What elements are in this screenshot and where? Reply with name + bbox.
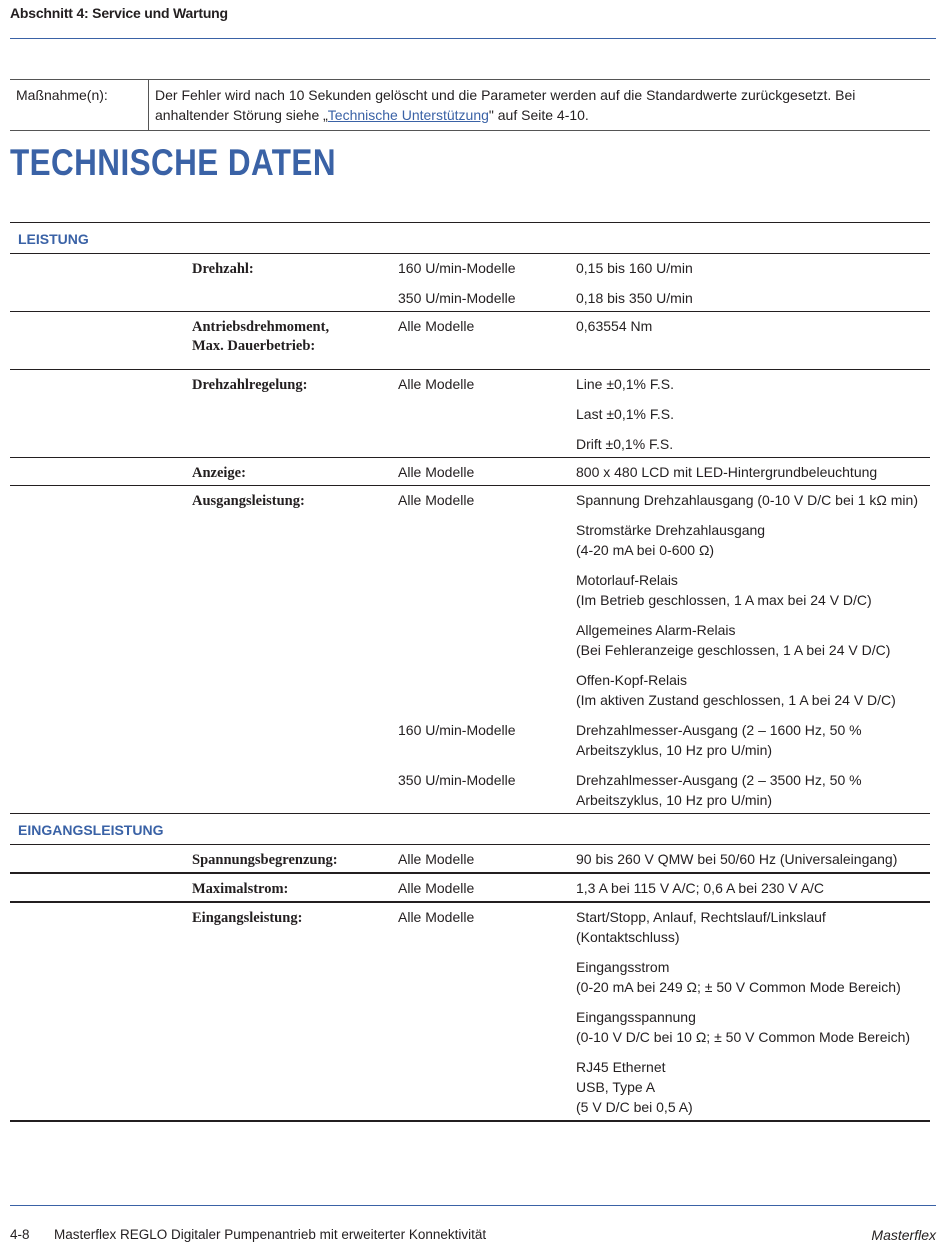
spec-value: 0,15 bis 160 U/min	[576, 260, 693, 276]
spec-line	[10, 288, 930, 308]
spec-model	[398, 620, 576, 670]
spec-line	[10, 849, 930, 869]
spec-value: 90 bis 260 V QMW bei 50/60 Hz (Universaleingang)	[576, 851, 898, 867]
spec-model	[398, 670, 576, 720]
spec-line	[10, 404, 930, 434]
spec-line	[10, 620, 930, 670]
spec-model: 160 U/min-Modelle	[398, 722, 516, 738]
spec-group-heading: EINGANGSLEISTUNG	[10, 813, 930, 845]
spec-row	[10, 901, 930, 1120]
spec-value: Line ±0,1% F.S.	[576, 376, 674, 392]
spec-value: Eingangsspannung (0-10 V D/C bei 10 Ω; ± 50 V Common Mode Bereich)	[576, 1009, 911, 1045]
spec-name: Ausgangsleistung:	[192, 493, 305, 509]
header-rule	[10, 38, 936, 39]
spec-value: Drehzahlmesser-Ausgang (2 – 1600 Hz, 50 % Arbeitszyklus, 10 Hz pro U/min)	[576, 722, 862, 758]
spec-model	[398, 434, 576, 454]
spec-row	[10, 457, 930, 485]
spec-model: Alle Modelle	[398, 851, 475, 867]
spec-name: Anzeige:	[192, 465, 246, 481]
spec-line	[10, 770, 930, 810]
spec-value: Drehzahlmesser-Ausgang (2 – 3500 Hz, 50 % Arbeitszyklus, 10 Hz pro U/min)	[576, 772, 862, 808]
spec-model: Alle Modelle	[398, 880, 475, 896]
spec-row	[10, 845, 930, 872]
spec-value: Offen-Kopf-Relais (Im aktiven Zustand geschlossen, 1 A bei 24 V D/C)	[576, 672, 896, 708]
spec-model	[398, 404, 576, 434]
spec-model: Alle Modelle	[398, 464, 475, 480]
spec-name: Antriebsdrehmoment, Max. Dauerbetrieb:	[192, 319, 330, 354]
spec-value: Start/Stopp, Anlauf, Rechtslauf/Linkslauf (Kontaktschluss)	[576, 909, 826, 945]
spec-value: 0,18 bis 350 U/min	[576, 290, 693, 306]
footer-document-title: Masterflex REGLO Digitaler Pumpenantrieb mit erweiterter Konnektivität	[54, 1227, 487, 1242]
spec-value: RJ45 Ethernet USB, Type A (5 V D/C bei 0,5 A)	[576, 1059, 693, 1115]
spec-name: Drehzahl:	[192, 261, 254, 277]
spec-row	[10, 485, 930, 813]
spec-row	[10, 369, 930, 457]
spec-line	[10, 1057, 930, 1117]
spec-line	[10, 374, 930, 404]
spec-model	[398, 520, 576, 570]
spec-value: 1,3 A bei 115 V A/C; 0,6 A bei 230 V A/C	[576, 880, 825, 896]
spec-line	[10, 520, 930, 570]
spec-line	[10, 720, 930, 770]
measure-table	[10, 79, 930, 131]
spec-value: Spannung Drehzahlausgang (0-10 V D/C bei 1 kΩ min)	[576, 492, 918, 508]
spec-line	[10, 258, 930, 288]
spec-value: Eingangsstrom (0-20 mA bei 249 Ω; ± 50 V Common Mode Bereich)	[576, 959, 901, 995]
spec-line	[10, 434, 930, 454]
spec-line	[10, 670, 930, 720]
spec-line	[10, 490, 930, 520]
spec-row	[10, 311, 930, 369]
spec-model: 350 U/min-Modelle	[398, 290, 516, 306]
spec-model	[398, 1007, 576, 1057]
spec-line	[10, 462, 930, 482]
spec-name: Eingangsleistung:	[192, 910, 303, 926]
measure-text-before: Der Fehler wird nach 10 Sekunden gelöscht und die Parameter werden auf die Standardwerte zurückgesetzt. Bei anhaltender Störung siehe „	[155, 87, 856, 123]
spec-value: 0,63554 Nm	[576, 318, 653, 334]
spec-model: Alle Modelle	[398, 318, 475, 334]
spec-model	[398, 957, 576, 1007]
spec-value: Allgemeines Alarm-Relais (Bei Fehleranzeige geschlossen, 1 A bei 24 V D/C)	[576, 622, 891, 658]
spec-value: Last ±0,1% F.S.	[576, 406, 674, 422]
spec-name: Spannungsbegrenzung:	[192, 852, 338, 868]
spec-model	[398, 570, 576, 620]
spec-line	[10, 1007, 930, 1057]
spec-model: 350 U/min-Modelle	[398, 772, 516, 788]
footer-rule	[10, 1205, 936, 1206]
spec-model: Alle Modelle	[398, 492, 475, 508]
spec-line	[10, 570, 930, 620]
footer-brand: Masterflex	[871, 1227, 936, 1243]
spec-model	[398, 1057, 576, 1117]
support-link[interactable]: Technische Unterstützung	[327, 107, 489, 123]
spec-value: Stromstärke Drehzahlausgang (4-20 mA bei 0-600 Ω)	[576, 522, 766, 558]
measure-label: Maßnahme(n):	[10, 80, 149, 130]
spec-name: Drehzahlregelung:	[192, 377, 308, 393]
spec-line	[10, 316, 930, 346]
spec-line	[10, 346, 930, 366]
spec-value	[576, 346, 930, 366]
spec-model	[398, 346, 576, 366]
footer-page-number: 4-8	[10, 1227, 30, 1242]
measure-text-after: " auf Seite 4-10.	[488, 107, 589, 123]
spec-value: Motorlauf-Relais (Im Betrieb geschlossen, 1 A max bei 24 V D/C)	[576, 572, 872, 608]
spec-line	[10, 957, 930, 1007]
page-header-title: Abschnitt 4: Service und Wartung	[10, 5, 228, 21]
specifications-table	[10, 222, 930, 1122]
spec-value: 800 x 480 LCD mit LED-Hintergrundbeleuchtung	[576, 464, 878, 480]
spec-row	[10, 872, 930, 901]
spec-model: Alle Modelle	[398, 376, 475, 392]
spec-value: Drift ±0,1% F.S.	[576, 436, 674, 452]
spec-model: Alle Modelle	[398, 909, 475, 925]
section-title: TECHNISCHE DATEN	[10, 142, 336, 183]
spec-model: 160 U/min-Modelle	[398, 260, 516, 276]
spec-line	[10, 878, 930, 898]
spec-group-heading: LEISTUNG	[10, 222, 930, 254]
spec-line	[10, 907, 930, 957]
measure-text	[149, 80, 930, 130]
spec-row	[10, 254, 930, 311]
spec-name: Maximalstrom:	[192, 881, 289, 897]
